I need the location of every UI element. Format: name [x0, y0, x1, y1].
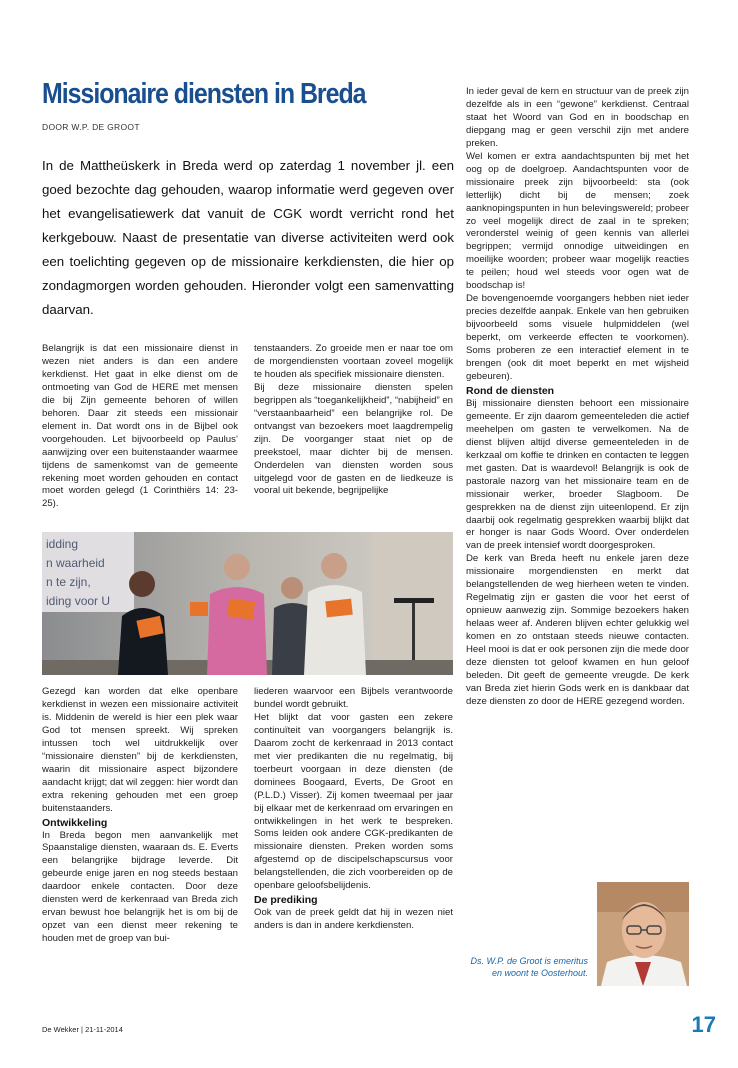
body-paragraph: Wel komen er extra aandachtspunten bij met het oog op de doelgroep. Aandachtspunten voor de missionaire preek zijn bijvoorbeeld: sta (ook letterlijk) dicht bij de mensen; zoek aanknopingspunten in hun belevingswereld; probeer zo veel mogelijk direct de zaal in te spreken; veronderstel weinig of geen kennis van allerlei begrippen; vermijd onnodige uitweidingen en moeilijke woorden; probeer waar mogelijk reacties te peilen; houd wel steeds voor ogen wat de boodschap is!: [466, 150, 689, 292]
column-1-top: [42, 343, 238, 528]
body-paragraph: Belangrijk is dat een missionaire dienst in wezen niet anders is dan een andere kerkdienst. Het gaat in elke dienst om de ontmoeting van God de HERE met mensen die bij Zijn gemeente behoren of willen behoren. Daar zit steeds een missionair element in. Dat wordt ons in de Bijbel ook voorgehouden. Let bijvoorbeeld op Paulus’ aanwijzing over een buitenstaander waarmee tijdens de samenkomst van de gemeente rekening moet worden gehouden en contact moet worden gelegd (1 Corinthiërs 14: 23-25).: [42, 343, 238, 510]
column-2-top: [254, 343, 453, 528]
section-heading-prediking: De prediking: [254, 894, 318, 907]
section-heading-rond-de-diensten: Rond de diensten: [466, 384, 555, 397]
article-byline: DOOR W.P. DE GROOT: [42, 122, 140, 132]
body-paragraph: De bovengenoemde voorgangers hebben niet ieder precies dezelfde aanpak. Enkele van hen gebruiken bijvoorbeeld soms visuele hulpmiddelen (wel beperkt, om verkeerde effecten te voorkomen). Soms proberen ze een interactief element in te brengen (ook dit moet beperkt en met wijsheid gebeuren).: [466, 293, 689, 382]
article-lead: In de Mattheüskerk in Breda werd op zaterdag 1 november jl. een goed bezochte dag gehouden, waarop informatie werd gegeven over het evangelisatiewerk dat vanuit de CGK wordt verricht rond het kerkgebouw. Naast de presentatie van diverse activiteiten werd ook een toelichting gegeven op de missionaire kerkdiensten, die hier op zondagmorgen worden gehouden. Hieronder volgt een samenvatting daarvan.: [42, 158, 454, 317]
author-portrait: [597, 882, 689, 986]
screen-text: n waarheid: [46, 556, 105, 570]
column-3: [466, 86, 689, 882]
body-paragraph: Bij deze missionaire diensten spelen begrippen als “toegankelijkheid”, “nabijheid” en “verstaanbaarheid” een belangrijke rol. De ontvangst van bezoekers moet laagdrempelig zijn. De voorganger staat niet op de preekstoel, maar dichter bij de mensen. Onderdelen van diensten worden sous uitgelegd voor de gasten en de liedkeuze is vooral uit bekende, begrijpelijke: [254, 381, 453, 497]
page-number: 17: [691, 1012, 716, 1037]
body-paragraph: tenstaanders. Zo groeide men er naar toe om de morgendiensten voortaan zoveel mogelijk te houden als specifiek missionaire diensten.: [254, 343, 453, 380]
screen-text: idding: [46, 537, 79, 551]
body-paragraph: Gezegd kan worden dat elke openbare kerkdienst in wezen een missionaire activiteit is. Middenin de wereld is hier een plek waar God tot mensen spreekt. Wij spreken intussen toch wel uitdrukkelijk over “missionaire diensten” bij de kerkdiensten, waarin dit missionaire aspect bijzondere aandacht krijgt; dat wil zeggen: hier wordt dan extra rekening gehouden met een groep buitenstaanders.: [42, 686, 238, 814]
screen-text: iding voor U: [46, 594, 111, 608]
issue-footer: De Wekker | 21-11-2014: [42, 1025, 123, 1034]
body-paragraph: Bij missionaire diensten behoort een missionaire gemeente. Er zijn daarom gemeenteleden die actief meehelpen om gasten te verwelkomen. Na de dienst blijven altijd diverse gemeenteleden in de kerkzaal om koffie te drinken en contacten te leggen met gasten. Dat is waardevol! Belangrijk is ook de pastorale nazorg van het missionaire team en de missionair werker, broeder Slagboom. De gesprekken na de dienst zijn uiteenlopend. Er zijn daarbij ook regelmatig gesprekken waarbij blijkt dat er honger is naar Gods Woord. Over onderdelen van de preek intensief wordt doorgesproken.: [466, 397, 689, 552]
article-title: Missionaire diensten in Breda: [42, 78, 366, 110]
body-paragraph: In Breda begon men aanvankelijk met Spaanstalige diensten, waaraan ds. E. Everts een belangrijke bijdrage leverde. Dit gebeurde enige jaren en nog steeds bestaan daardoor enkele contacten. Door deze diensten werd de kerkenraad van Breda zich ervan bewust hoe belangrijk het is om bij de opzet van een dienst meer rekening te houden met de groep van bui-: [42, 829, 238, 945]
body-paragraph: liederen waarvoor een Bijbels verantwoorde bundel wordt gebruikt.: [254, 686, 453, 710]
church-choir-photo: [42, 532, 453, 675]
body-paragraph: Het blijkt dat voor gasten een zekere continuïteit van voorgangers belangrijk is. Daarom zocht de kerkenraad in 2013 contact met vier predikanten die nu regelmatig, bij toerbeurt voorgaan in deze diensten (de dominees Boogaard, Everts, De Groot en (P.L.D.) Visser). Zij komen tweemaal per jaar bij elkaar met de kerkenraad om ervaringen en ontwikkelingen in het werk te bespreken. Soms leiden ook andere CGK-predikanten de missionaire diensten. Preken worden soms afgestemd op de discipelschapscursus voor belangstellenden, die zich voorbereiden op de openbare geloofsbelijdenis.: [254, 711, 453, 892]
author-caption: Ds. W.P. de Groot is emeritus en woont te Oosterhout.: [470, 956, 588, 978]
screen-text: n te zijn,: [46, 575, 91, 589]
column-2-bottom: [254, 686, 453, 1006]
section-heading-ontwikkeling: Ontwikkeling: [42, 816, 108, 829]
choir-photo-illustration: [42, 532, 453, 675]
column-1-bottom: [42, 686, 238, 1006]
author-portrait-illustration: [597, 882, 689, 986]
body-paragraph: In ieder geval de kern en structuur van de preek zijn dezelfde als in een “gewone” kerkdienst. Centraal staat het Woord van God en in boodschap en diepgang mag er geen verschil zijn met andere preken.: [466, 86, 689, 149]
body-paragraph: Ook van de preek geldt dat hij in wezen niet anders is dan in andere kerkdiensten.: [254, 907, 453, 932]
body-paragraph: De kerk van Breda heeft nu enkele jaren deze missionaire morgendiensten en merkt dat belangstellenden de weg hierheen weten te vinden. Regelmatig zijn er gasten die voor het eerst of opnieuw aanwezig zijn. Sommige bezoekers haken helaas weer af. Anderen blijven echter gelukkig wel komen en zo ontstaan steeds nieuwe contacten. Heel mooi is dat er ook personen zijn die mede door deze diensten tot geloof kwamen en hun geloof beleden. Dit geeft de gemeente vreugde. De kerk van Breda ziet hierin Gods werk en is dankbaar dat deze diensten zo door de HERE gezegend worden.: [466, 553, 689, 707]
